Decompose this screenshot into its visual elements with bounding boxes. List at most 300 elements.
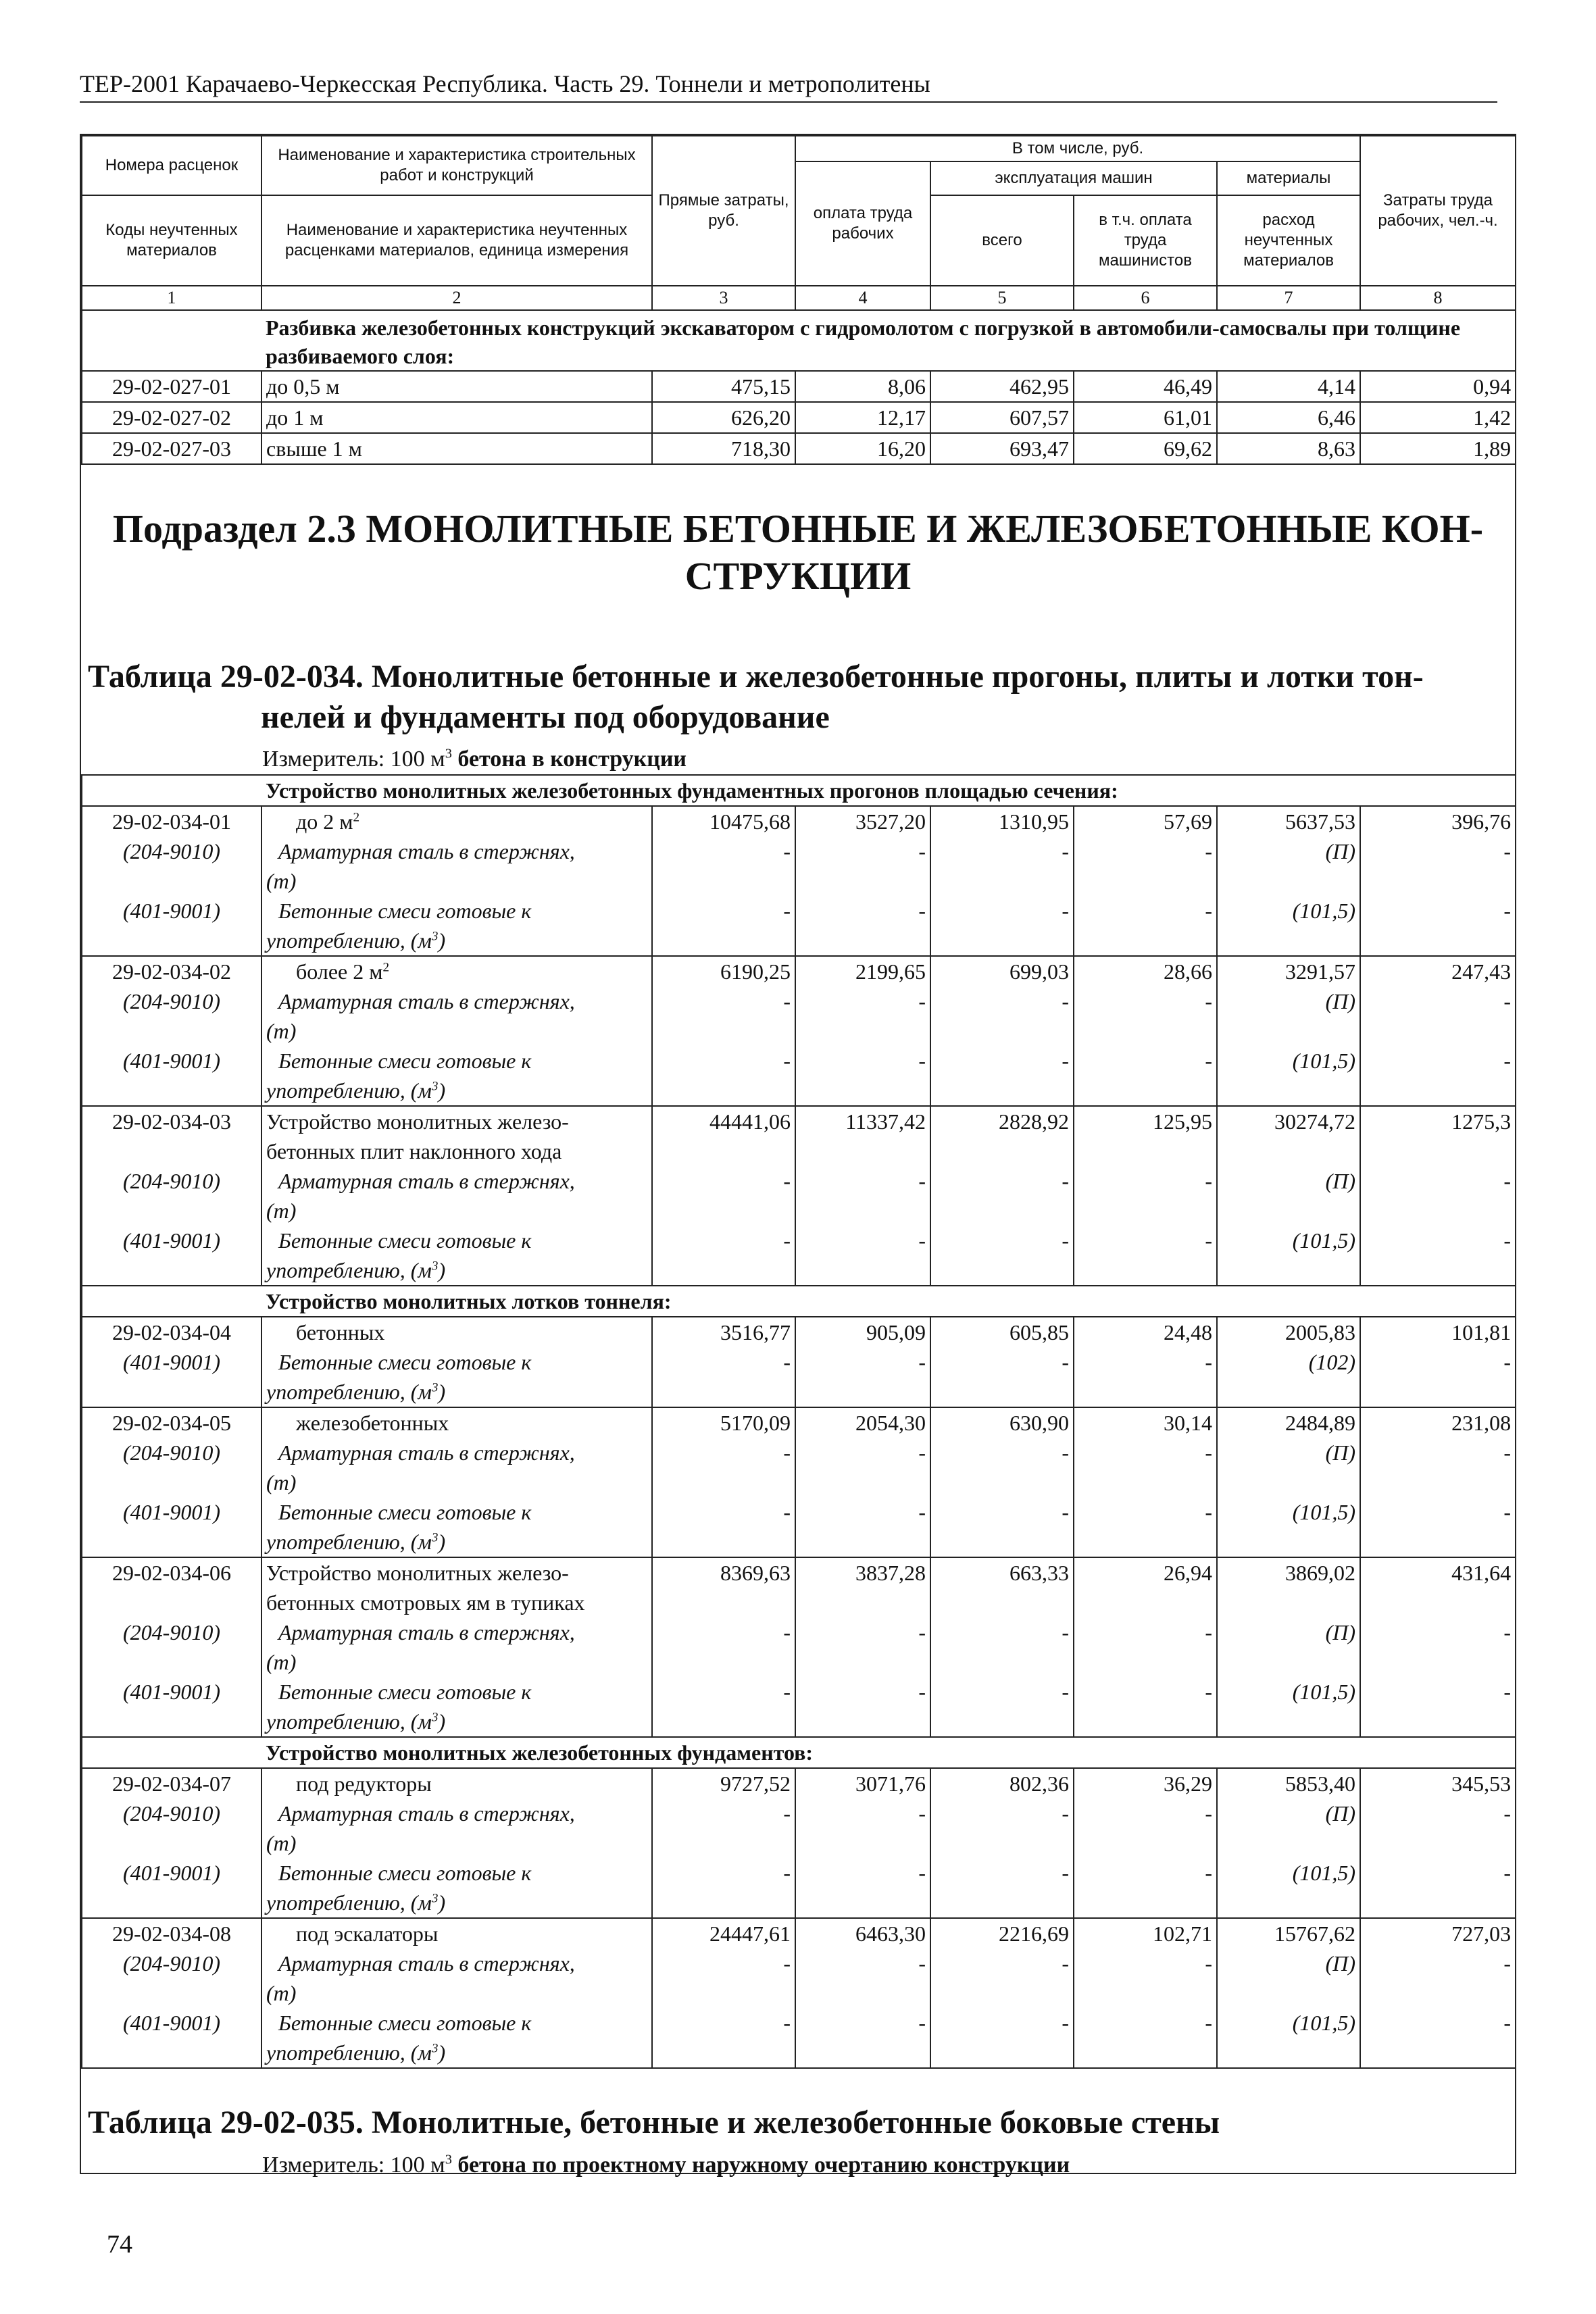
material-name-text: Арматурная сталь в стержнях, [278,1951,575,1976]
material-name [261,1166,652,1226]
dash-cell: - [1074,1046,1217,1106]
unit-rest: бетона по проектному наружному очертанию конструкции [451,2153,1070,2178]
dash-cell: - [1074,2008,1217,2068]
labor-hours: 431,64 [1360,1557,1516,1617]
rate-name-text: до 2 м [296,809,353,834]
rate-code: 29-02-034-02 [82,956,261,986]
dash-cell: - [652,1166,795,1226]
material-unit: (т) [266,1650,297,1674]
material-name-text: Бетонные смеси готовые к [278,1500,532,1524]
dash-cell: - [652,1858,795,1918]
material-name-text: Бетонные смеси готовые к [278,1861,532,1885]
unit-label: Измеритель: 100 м [262,2153,445,2178]
material-consumption: (101,5) [1217,1677,1360,1737]
table-title-035: Таблица 29-02-035. Монолитные, бетонные и железобетонные боковые стены [88,2105,1220,2140]
material-code: (204-9010) [82,1438,261,1497]
material-unit: употреблению, (м [266,1890,432,1915]
dash-cell: - [1074,1799,1217,1858]
dash-cell: - [930,1046,1074,1106]
col-4-header: оплата труда рабочих [795,161,930,286]
rate-code: 29-02-034-07 [82,1768,261,1799]
material-name [261,1677,652,1737]
labor-hours: 345,53 [1360,1768,1516,1799]
material-code: (401-9001) [82,1347,261,1407]
rate-name [261,1106,652,1166]
materials: 3291,57 [1217,956,1360,986]
dash-cell: - [652,1948,795,2008]
dash-cell: - [652,1438,795,1497]
col-number: 2 [261,286,652,310]
dash-cell: - [1074,1166,1217,1226]
labor-wages: 3837,28 [795,1557,930,1617]
labor-hours: 727,03 [1360,1918,1516,1948]
rate-name [261,956,652,986]
material-name [261,1226,652,1286]
rate-name: железобетонных [261,1407,652,1438]
material-name-text: Арматурная сталь в стержнях, [278,989,575,1013]
dash-cell: - [1360,1677,1516,1737]
dash-cell: - [652,1226,795,1286]
dash-cell: - [652,1799,795,1858]
table-title-034 [81,657,1515,738]
material-unit: (т) [266,1470,297,1494]
dash-cell: - [1360,1858,1516,1918]
material-name-text: Арматурная сталь в стержнях, [278,839,575,863]
rate-code: 29-02-034-03 [82,1106,261,1166]
col-2-header: Наименование и характеристика строительных работ и конструкций [261,136,652,195]
dash-cell: - [795,1799,930,1858]
material-code: (401-9001) [82,896,261,956]
dash-cell: - [1360,1166,1516,1226]
material-code: (204-9010) [82,986,261,1046]
rate-name: под редукторы [261,1768,652,1799]
material-name [261,2008,652,2068]
section-heading: Устройство монолитных железобетонных фундаментов: [261,1737,1516,1768]
labor-hours: 1275,3 [1360,1106,1516,1166]
group-header: В том числе, руб. [795,136,1360,161]
material-unit: (т) [266,869,297,893]
machinist-wages: 125,95 [1074,1106,1217,1166]
material-consumption: (102) [1217,1347,1360,1407]
rate-name [261,806,652,836]
material-unit: употреблению, (м [266,928,432,953]
rate-name [261,1557,652,1617]
material-code: (401-9001) [82,1677,261,1737]
page-number: 74 [107,2230,132,2259]
dash-cell: - [795,1858,930,1918]
machines-total: 1310,95 [930,806,1074,836]
dash-cell: - [1360,1226,1516,1286]
dash-cell: - [930,1497,1074,1557]
machines-total: 2216,69 [930,1918,1074,1948]
dash-cell: - [652,1046,795,1106]
dash-cell: - [652,1677,795,1737]
material-name-text: Бетонные смеси готовые к [278,1228,532,1253]
material-name [261,836,652,896]
material-unit-end: ) [438,1890,446,1915]
dash-cell: - [652,896,795,956]
price-table-034 [81,774,1516,2069]
dash-cell: - [930,1948,1074,2008]
dash-cell: - [795,1046,930,1106]
material-unit: употреблению, (м [266,1380,432,1404]
material-name [261,1858,652,1918]
dash-cell: - [1074,896,1217,956]
material-name-text: Бетонные смеси готовые к [278,1049,532,1073]
col-number: 1 [82,286,261,310]
machines-total: 607,57 [930,402,1074,433]
material-unit-sup: 3 [431,1710,439,1725]
rate-code: 29-02-034-04 [82,1317,261,1347]
material-unit: (т) [266,1981,297,2005]
material-unit-sup: 3 [431,1891,439,1906]
dash-cell: - [1074,1677,1217,1737]
material-name-text: Бетонные смеси готовые к [278,899,532,923]
dash-cell: - [795,1347,930,1407]
table-frame [80,134,1516,2178]
machines-total: 630,90 [930,1407,1074,1438]
dash-cell: - [1074,1858,1217,1918]
col-1-header: Номера расценок [82,136,261,195]
col-2-sub-header: Наименование и характеристика неучтенных расценками материалов, единица измерения [261,195,652,286]
machines-header: эксплуатация машин [930,161,1217,195]
rate-name: до 1 м [261,402,652,433]
dash-cell: - [795,1497,930,1557]
material-consumption: (101,5) [1217,896,1360,956]
dash-cell: - [1360,986,1516,1046]
rate-name-text: бетонных плит наклонного хода [266,1139,562,1163]
col-8-header: Затраты труда рабочих, чел.-ч. [1360,136,1516,286]
direct-costs: 10475,68 [652,806,795,836]
machinist-wages: 102,71 [1074,1918,1217,1948]
materials: 30274,72 [1217,1106,1360,1166]
material-consumption: (П) [1217,1799,1360,1858]
direct-costs: 626,20 [652,402,795,433]
labor-hours: 101,81 [1360,1317,1516,1347]
direct-costs: 718,30 [652,433,795,464]
dash-cell: - [1074,1617,1217,1677]
material-code: (204-9010) [82,1948,261,2008]
material-unit-sup: 3 [431,1079,439,1094]
dash-cell: - [652,986,795,1046]
dash-cell: - [930,1617,1074,1677]
material-name [261,1799,652,1858]
material-code: (401-9001) [82,2008,261,2068]
dash-cell: - [930,986,1074,1046]
dash-cell: - [1360,1799,1516,1858]
material-name-text: Бетонные смеси готовые к [278,1350,532,1374]
material-name-text: Арматурная сталь в стержнях, [278,1440,575,1465]
dash-cell: - [930,1166,1074,1226]
material-unit-end: ) [438,928,446,953]
materials: 2484,89 [1217,1407,1360,1438]
machinist-wages: 57,69 [1074,806,1217,836]
materials: 3869,02 [1217,1557,1360,1617]
material-name-text: Арматурная сталь в стержнях, [278,1169,575,1193]
labor-hours: 396,76 [1360,806,1516,836]
dash-cell: - [1074,1226,1217,1286]
rate-code: 29-02-027-01 [82,371,261,402]
material-name-text: Арматурная сталь в стержнях, [278,1801,575,1826]
machinist-wages: 61,01 [1074,402,1217,433]
dash-cell: - [795,1226,930,1286]
dash-cell: - [795,1948,930,2008]
direct-costs: 9727,52 [652,1768,795,1799]
material-name [261,1948,652,2008]
material-name [261,986,652,1046]
material-consumption: (101,5) [1217,1046,1360,1106]
subsection-title-line: Подраздел 2.3 МОНОЛИТНЫЕ БЕТОННЫЕ И ЖЕЛЕЗОБЕТОННЫЕ КОН- [112,507,1484,551]
rate-code: 29-02-034-05 [82,1407,261,1438]
rate-name-sup: 2 [353,810,360,825]
dash-cell: - [930,836,1074,896]
labor-hours: 0,94 [1360,371,1516,402]
material-unit-sup: 3 [431,1530,439,1545]
table-title-line: Таблица 29-02-034. Монолитные бетонные и железобетонные прогоны, плиты и лотки тон- [88,659,1424,695]
materials: 8,63 [1217,433,1360,464]
material-name [261,1347,652,1407]
dash-cell: - [930,896,1074,956]
labor-wages: 8,06 [795,371,930,402]
dash-cell: - [930,1677,1074,1737]
dash-cell: - [652,836,795,896]
material-name [261,1438,652,1497]
material-unit-end: ) [438,1258,446,1282]
material-name [261,1497,652,1557]
material-name-text: Бетонные смеси готовые к [278,2011,532,2035]
labor-hours: 247,43 [1360,956,1516,986]
labor-wages: 11337,42 [795,1106,930,1166]
subsection-title-line: СТРУКЦИИ [684,554,912,598]
column-header [81,135,1516,311]
material-unit-end: ) [438,1530,446,1554]
dash-cell: - [652,1497,795,1557]
material-unit-sup: 3 [431,1380,439,1395]
labor-wages: 12,17 [795,402,930,433]
unit-sup: 3 [445,2152,452,2167]
material-code: (204-9010) [82,836,261,896]
material-code: (401-9001) [82,1226,261,1286]
dash-cell: - [795,896,930,956]
dash-cell: - [930,2008,1074,2068]
rate-name: бетонных [261,1317,652,1347]
labor-wages: 3071,76 [795,1768,930,1799]
dash-cell: - [1074,986,1217,1046]
materials: 15767,62 [1217,1918,1360,1948]
price-table-027 [81,311,1516,465]
material-name [261,1046,652,1106]
machinist-wages: 26,94 [1074,1557,1217,1617]
material-code: (204-9010) [82,1617,261,1677]
subsection-title [81,505,1515,600]
dash-cell: - [795,986,930,1046]
material-unit-sup: 3 [431,2041,439,2056]
unit-rest: бетона в конструкции [451,747,687,772]
materials: 6,46 [1217,402,1360,433]
dash-cell: - [1074,1497,1217,1557]
col-3-header: Прямые затраты, руб. [652,136,795,286]
unit-sup: 3 [445,746,452,761]
dash-cell: - [1360,1617,1516,1677]
material-unit-sup: 3 [431,1259,439,1274]
direct-costs: 8369,63 [652,1557,795,1617]
dash-cell: - [795,1677,930,1737]
rate-name-text: бетонных смотровых ям в тупиках [266,1590,585,1615]
material-name [261,1617,652,1677]
rate-name-sup: 2 [382,960,390,975]
labor-hours: 1,42 [1360,402,1516,433]
col-5-header: всего [930,195,1074,286]
dash-cell: - [1074,1347,1217,1407]
material-consumption: (П) [1217,1948,1360,2008]
dash-cell: - [795,1166,930,1226]
dash-cell: - [1360,1948,1516,2008]
rate-code: 29-02-034-06 [82,1557,261,1617]
dash-cell: - [652,2008,795,2068]
material-consumption: (П) [1217,1617,1360,1677]
material-unit-end: ) [438,1709,446,1734]
running-header: ТЕР-2001 Карачаево-Черкесская Республика. Часть 29. Тоннели и метрополитены [80,68,1497,103]
labor-wages: 16,20 [795,433,930,464]
material-unit: употреблению, (м [266,1258,432,1282]
machines-total: 693,47 [930,433,1074,464]
material-consumption: (П) [1217,1166,1360,1226]
material-consumption: (101,5) [1217,1858,1360,1918]
dash-cell: - [652,1617,795,1677]
material-consumption: (П) [1217,836,1360,896]
rate-name-text: Устройство монолитных железо- [266,1109,569,1134]
col-7-header: расход неучтенных материалов [1217,195,1360,286]
material-unit: употреблению, (м [266,1709,432,1734]
material-unit-end: ) [438,2040,446,2065]
col-number: 6 [1074,286,1217,310]
dash-cell: - [795,836,930,896]
dash-cell: - [1360,836,1516,896]
col-number: 3 [652,286,795,310]
machines-total: 802,36 [930,1768,1074,1799]
material-consumption: (101,5) [1217,2008,1360,2068]
dash-cell: - [1360,1046,1516,1106]
rate-name-text: Устройство монолитных железо- [266,1561,569,1585]
machines-total: 663,33 [930,1557,1074,1617]
direct-costs: 6190,25 [652,956,795,986]
dash-cell: - [1360,896,1516,956]
material-name [261,896,652,956]
dash-cell: - [1360,2008,1516,2068]
materials: 2005,83 [1217,1317,1360,1347]
section-heading: Разбивка железобетонных конструкций экскаватором с гидромолотом с погрузкой в автомобили-самосвалы при толщине разбиваемого слоя: [261,311,1516,371]
rate-code: 29-02-027-02 [82,402,261,433]
rate-name: до 0,5 м [261,371,652,402]
dash-cell: - [1360,1497,1516,1557]
labor-wages: 3527,20 [795,806,930,836]
material-unit: (т) [266,1831,297,1855]
col-number: 8 [1360,286,1516,310]
materials-header: материалы [1217,161,1360,195]
dash-cell: - [795,1438,930,1497]
labor-hours: 1,89 [1360,433,1516,464]
labor-wages: 2199,65 [795,956,930,986]
material-consumption: (101,5) [1217,1226,1360,1286]
rate-name: свыше 1 м [261,433,652,464]
labor-wages: 6463,30 [795,1918,930,1948]
machinist-wages: 36,29 [1074,1768,1217,1799]
material-code: (401-9001) [82,1497,261,1557]
machinist-wages: 30,14 [1074,1407,1217,1438]
material-unit: употреблению, (м [266,1530,432,1554]
machinist-wages: 24,48 [1074,1317,1217,1347]
machinist-wages: 46,49 [1074,371,1217,402]
machinist-wages: 28,66 [1074,956,1217,986]
direct-costs: 3516,77 [652,1317,795,1347]
direct-costs: 475,15 [652,371,795,402]
dash-cell: - [795,1617,930,1677]
machines-total: 2828,92 [930,1106,1074,1166]
dash-cell: - [795,2008,930,2068]
section-heading: Устройство монолитных железобетонных фундаментных прогонов площадью сечения: [261,775,1516,806]
dash-cell: - [1074,1438,1217,1497]
materials: 4,14 [1217,371,1360,402]
material-consumption: (П) [1217,1438,1360,1497]
material-code: (204-9010) [82,1166,261,1226]
material-unit-sup: 3 [431,929,439,944]
machines-total: 699,03 [930,956,1074,986]
labor-hours: 231,08 [1360,1407,1516,1438]
materials: 5637,53 [1217,806,1360,836]
machinist-wages: 69,62 [1074,433,1217,464]
material-unit-end: ) [438,1078,446,1103]
material-unit: употреблению, (м [266,2040,432,2065]
col-number: 7 [1217,286,1360,310]
dash-cell: - [930,1347,1074,1407]
machines-total: 462,95 [930,371,1074,402]
col-1-sub-header: Коды неучтенных материалов [82,195,261,286]
material-consumption: (П) [1217,986,1360,1046]
rate-name-text: более 2 м [296,959,383,984]
table-title-line: нелей и фундаменты под оборудование [261,699,830,735]
material-unit: (т) [266,1199,297,1223]
rate-name: под эскалаторы [261,1918,652,1948]
col-6-header: в т.ч. оплата труда машинистов [1074,195,1217,286]
direct-costs: 44441,06 [652,1106,795,1166]
direct-costs: 5170,09 [652,1407,795,1438]
rate-code: 29-02-034-08 [82,1918,261,1948]
section-heading: Устройство монолитных лотков тоннеля: [261,1286,1516,1317]
material-unit: (т) [266,1019,297,1043]
unit-of-measure [81,745,1515,774]
material-code: (401-9001) [82,1046,261,1106]
material-code: (401-9001) [82,1858,261,1918]
col-number: 5 [930,286,1074,310]
direct-costs: 24447,61 [652,1918,795,1948]
dash-cell: - [1360,1438,1516,1497]
dash-cell: - [1360,1347,1516,1407]
dash-cell: - [930,1438,1074,1497]
material-unit: употреблению, (м [266,1078,432,1103]
dash-cell: - [930,1799,1074,1858]
dash-cell: - [930,1858,1074,1918]
rate-code: 29-02-034-01 [82,806,261,836]
material-code: (204-9010) [82,1799,261,1858]
machines-total: 605,85 [930,1317,1074,1347]
col-number: 4 [795,286,930,310]
unit-label: Измеритель: 100 м [262,747,445,772]
rate-code: 29-02-027-03 [82,433,261,464]
materials: 5853,40 [1217,1768,1360,1799]
dash-cell: - [652,1347,795,1407]
dash-cell: - [1074,1948,1217,2008]
dash-cell: - [1074,836,1217,896]
